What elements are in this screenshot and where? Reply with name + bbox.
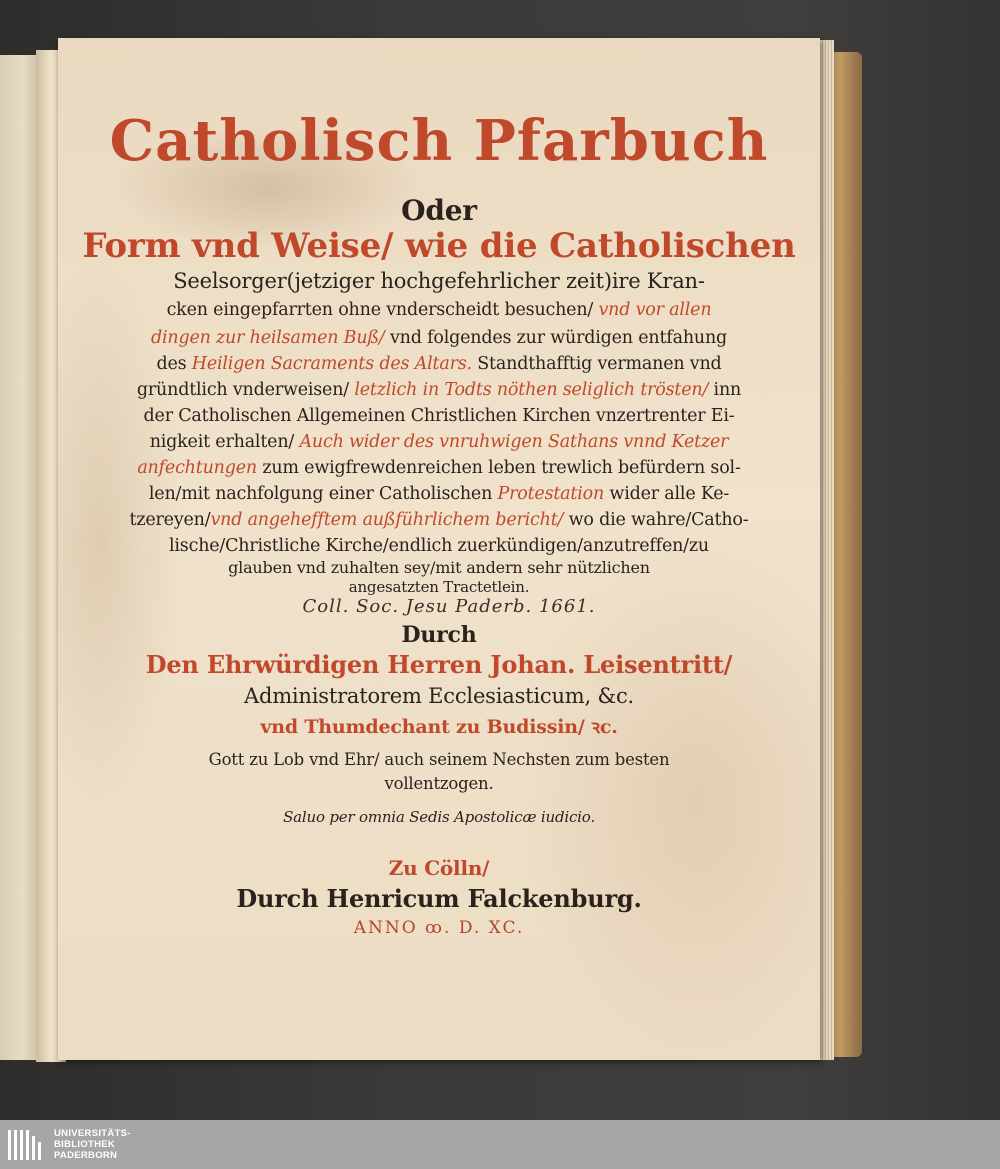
body-text: nigkeit erhalten/: [149, 432, 300, 452]
title-oder: Oder: [401, 194, 477, 227]
imprint-printer: Durch Henricum Falckenburg.: [236, 884, 642, 913]
body-line: [58, 536, 820, 556]
body-text: lische/Christliche Kirche/endlich zuerkündigen/anzutreffen/zu: [169, 536, 709, 556]
body-line: [58, 432, 820, 452]
book-subtitle: Form vnd Weise/ wie die Catholischen: [82, 226, 796, 266]
body-text: wider alle Ke-: [604, 484, 730, 504]
body-line: [58, 406, 820, 426]
author-line: Den Ehrwürdigen Herren Johan. Leisentritt/: [145, 650, 733, 679]
body-text: vnd folgendes zur würdigen entfahung: [389, 328, 728, 348]
logo-line: PADERBORN: [54, 1150, 118, 1161]
logo-line: BIBLIOTHEK: [54, 1139, 116, 1150]
manuscript-provenance-note: Coll. Soc. Jesu Paderb. 1661.: [302, 596, 596, 617]
body-line: [58, 380, 820, 400]
body-text: der Catholischen Allgemeinen Christlichen Kirchen vnzertrenter Ei-: [143, 406, 735, 426]
body-text: cken eingepfarrten ohne vnderscheidt besuchen/: [166, 300, 599, 320]
author-dean-line: vnd Thumdechant zu Budissin/ ꝛc.: [260, 716, 618, 738]
body-line: [58, 578, 820, 596]
library-footer-bar: [0, 1120, 1000, 1169]
body-text: Standthafftig vermanen vnd: [471, 354, 722, 374]
body-line: [58, 458, 820, 478]
body-text: des: [156, 354, 192, 374]
body-line: [58, 510, 820, 530]
body-text: angesatzten Tractetlein.: [348, 578, 530, 596]
dedication-line-1: Gott zu Lob vnd Ehr/ auch seinem Nechsten zum besten: [208, 750, 670, 769]
body-text: gründtlich vnderweisen/: [136, 380, 355, 400]
body-line: [58, 328, 820, 348]
body-text: zum ewigfrewdenreichen leben trewlich befürdern sol-: [256, 458, 741, 478]
left-page-edge: [0, 55, 39, 1060]
rubric-text: dingen zur heilsamen Buß/: [150, 328, 390, 348]
library-logo-icon: [6, 1126, 44, 1164]
book-title: Catholisch Pfarbuch: [109, 108, 769, 174]
rubric-text: Auch wider des vnruhwigen Sathans vnnd Ketzer: [299, 432, 729, 452]
rubric-text: vnd angehefftem außführlichem bericht/: [210, 510, 564, 530]
body-text: glauben vnd zuhalten sey/mit andern sehr nützlichen: [228, 558, 650, 577]
library-logo-text: [54, 1128, 131, 1161]
rubric-text: Heiligen Sacraments des Altars.: [191, 354, 472, 374]
rubric-text: Protestation: [497, 484, 605, 504]
body-text: len/mit nachfolgung einer Catholischen: [148, 484, 498, 504]
saluo-line: Saluo per omnia Sedis Apostolicæ iudicio.: [283, 808, 595, 826]
title-page: [58, 38, 820, 1060]
rubric-text: vnd vor allen: [598, 300, 712, 320]
body-line: [58, 558, 820, 577]
rubric-text: anfechtungen: [137, 458, 257, 478]
body-line: [58, 484, 820, 504]
body-line: [58, 300, 820, 320]
imprint-place: Zu Cölln/: [388, 856, 490, 880]
imprint-year: ANNO ꝏ. D. XC.: [353, 918, 525, 938]
dedication-line-2: vollentzogen.: [384, 774, 494, 793]
body-text: tzereyen/: [129, 510, 211, 530]
durch-label: Durch: [401, 622, 477, 648]
body-text: Seelsorger(jetziger hochgefehrlicher zeit)ire Kran-: [173, 269, 705, 293]
body-line: [58, 269, 820, 293]
author-office: Administratorem Ecclesiasticum, &c.: [243, 684, 634, 708]
rubric-text: letzlich in Todts nöthen seliglich trösten/: [354, 380, 709, 400]
body-line: [58, 354, 820, 374]
logo-line: UNIVERSITÄTS-: [54, 1128, 131, 1139]
body-text: inn: [708, 380, 742, 400]
body-text: wo die wahre/Catho-: [563, 510, 749, 530]
